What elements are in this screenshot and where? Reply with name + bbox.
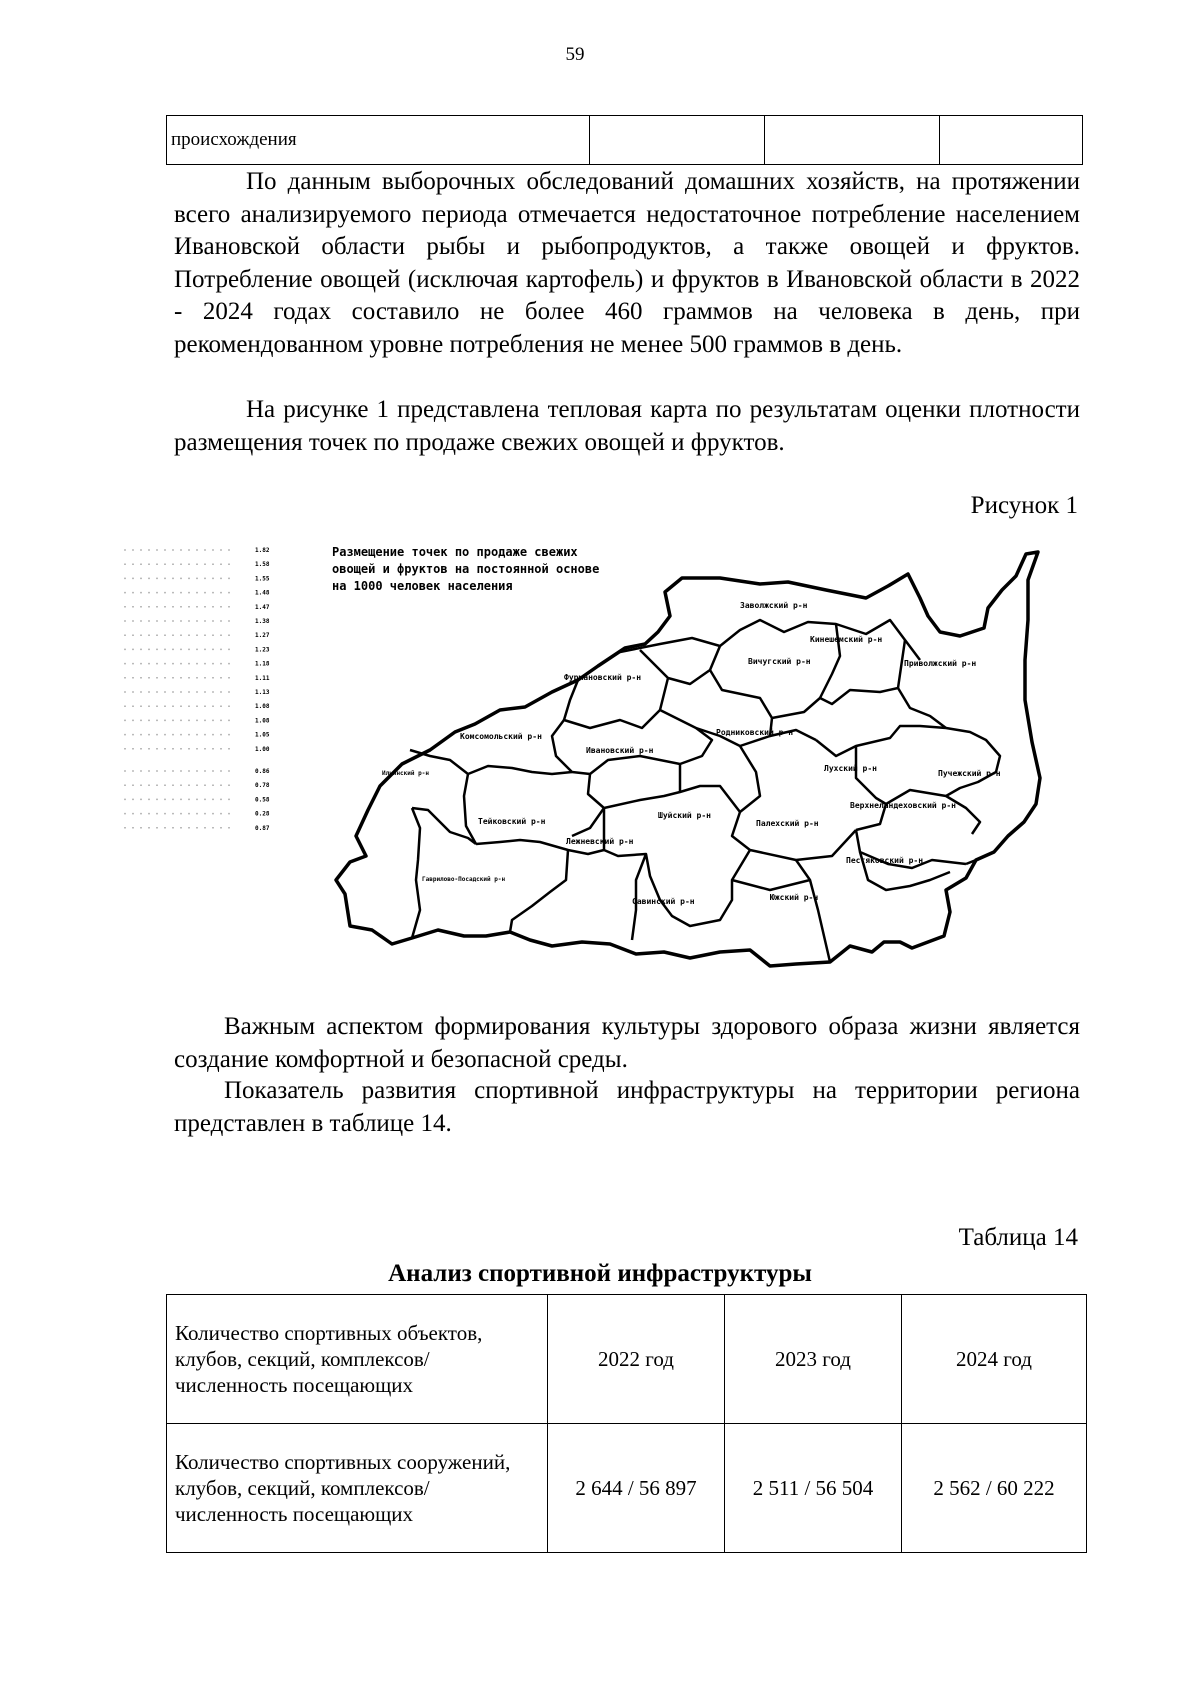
- district-label: Палехский р-н: [756, 819, 819, 828]
- sport-infrastructure-table: [166, 1294, 1087, 1553]
- legend-value: 1.47: [255, 603, 270, 611]
- legend-value: 1.11: [255, 674, 270, 682]
- district-label: Тейковский р-н: [478, 817, 546, 826]
- legend-value: 1.18: [255, 660, 270, 668]
- table-header-row: [167, 1295, 1087, 1424]
- map-title-line: Размещение точек по продаже свежих: [332, 545, 578, 559]
- paragraph-environment: Важным аспектом формирования культуры здорового образа жизни является создание комфортной и безопасной среды.: [174, 1013, 1080, 1073]
- legend-value: 1.58: [255, 561, 270, 569]
- table-caption: Таблица 14: [958, 1224, 1078, 1251]
- district-label: Заволжский р-н: [740, 601, 808, 610]
- legend-value: 1.00: [255, 745, 270, 753]
- district-label: Гаврилово-Посадский р-н: [422, 876, 506, 883]
- header-year-cell: 2022 год: [548, 1295, 725, 1424]
- table-title: Анализ спортивной инфраструктуры: [388, 1260, 812, 1287]
- district-label: Ивановский р-н: [586, 746, 654, 755]
- table-cell: [940, 116, 1083, 165]
- map-legend: [124, 547, 270, 832]
- district-label: Лежневский р-н: [566, 837, 634, 846]
- district-label: Савинский р-н: [632, 897, 695, 906]
- legend-value: 1.55: [255, 575, 270, 583]
- district-label: Лухский р-н: [824, 764, 877, 773]
- district-label: Верхнеландеховский р-н: [850, 801, 956, 810]
- figure-caption: Рисунок 1: [970, 492, 1078, 519]
- district-label: Вичугский р-н: [748, 657, 811, 666]
- value-cell: 2 562 / 60 222: [902, 1424, 1087, 1553]
- district-label: Пестяковский р-н: [846, 856, 924, 865]
- row-label-cell: Количество спортивных сооружений, клубов, секций, комплексов/численность посещающих: [167, 1424, 548, 1553]
- district-label: Южский р-н: [770, 893, 819, 902]
- legend-value: 0.78: [255, 782, 270, 790]
- legend-value: 1.08: [255, 703, 270, 711]
- legend-value: 1.38: [255, 618, 270, 625]
- map-title-line: на 1000 человек населения: [332, 579, 513, 593]
- paragraph-sport-intro: Показатель развития спортивной инфраструктуры на территории региона представлен в таблице 14.: [174, 1077, 1080, 1137]
- district-labels: [382, 601, 1001, 906]
- legend-value: 1.23: [255, 646, 270, 654]
- district-label: Приволжский р-н: [904, 659, 977, 668]
- district-label: Шуйский р-н: [658, 811, 711, 820]
- legend-value: 1.13: [255, 689, 270, 696]
- legend-value: 0.87: [255, 824, 270, 832]
- table-row: [167, 1424, 1087, 1553]
- table-cell: [765, 116, 940, 165]
- map-title: [332, 545, 599, 593]
- paragraph-consumption: По данным выборочных обследований домашних хозяйств, на протяжении всего анализируемого периода отмечается недостаточное потребление населением Ивановской области рыбы и рыбопродуктов, а также овощей и фруктов. Потребление овощей (исключая картофель) и фруктов в Ивановской области в 2022 - 2024 годах составило не более 460 граммов на человека в день, при рекомендованном уровне потребления не менее 500 граммов в день.: [174, 168, 1080, 358]
- district-map-figure: [120, 545, 1120, 1065]
- district-label: Кинешемский р-н: [810, 635, 883, 644]
- district-label: Пучежский р-н: [938, 769, 1001, 778]
- header-year-cell: 2024 год: [902, 1295, 1087, 1424]
- continued-table: [166, 115, 1083, 165]
- table-cell-label: происхождения: [167, 116, 590, 165]
- legend-value: 1.27: [255, 632, 270, 640]
- legend-value: 1.48: [255, 589, 270, 597]
- legend-value: 0.58: [255, 796, 270, 804]
- legend-value: 1.08: [255, 717, 270, 725]
- map-title-line: овощей и фруктов на постоянной основе: [332, 562, 600, 576]
- legend-value: 1.82: [255, 547, 270, 554]
- paragraph-figure-intro: На рисунке 1 представлена тепловая карта по результатам оценки плотности размещения точек по продаже свежих овощей и фруктов.: [174, 396, 1080, 456]
- district-label: Ильинский р-н: [382, 770, 429, 777]
- header-year-cell: 2023 год: [725, 1295, 902, 1424]
- header-label-cell: Количество спортивных объектов, клубов, секций, комплексов/численность посещающих: [167, 1295, 548, 1424]
- table-cell: [590, 116, 765, 165]
- legend-value: 0.86: [255, 768, 270, 775]
- district-map: [120, 545, 1120, 1065]
- page-number: 59: [565, 44, 585, 65]
- district-label: Родниковский р-н: [716, 728, 794, 737]
- value-cell: 2 644 / 56 897: [548, 1424, 725, 1553]
- district-borders: [410, 620, 1000, 962]
- district-label: Фурмановский р-н: [564, 673, 642, 682]
- value-cell: 2 511 / 56 504: [725, 1424, 902, 1553]
- district-label: Комсомольский р-н: [460, 732, 542, 741]
- legend-value: 0.28: [255, 810, 270, 818]
- legend-value: 1.05: [255, 731, 270, 739]
